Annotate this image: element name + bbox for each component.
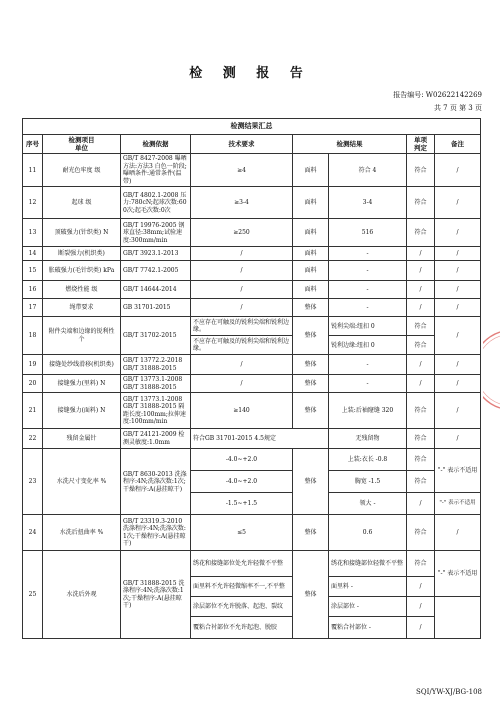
table-cell: 整体 (293, 515, 329, 551)
header-requirement: 技术要求 (191, 135, 293, 154)
table-cell: 顶破强力(针织类) N (43, 219, 121, 247)
table-cell: 21 (23, 393, 43, 429)
table-cell: 符合 (407, 154, 435, 187)
table-cell: / (435, 154, 481, 187)
table-cell: GB/T 13773.1-2008 GB/T 31888-2015 隔距长度:100mm;拉伸速度:100mm/min (121, 393, 191, 429)
table-cell: 3-4 (329, 187, 407, 219)
table-cell: - (329, 281, 407, 299)
table-cell: 无残留物 (329, 429, 407, 449)
header-item: 检测项目 单位 (43, 135, 121, 154)
table-cell: 面料 (293, 154, 329, 187)
table-cell: 符合 (407, 429, 435, 449)
table-cell: 22 (23, 429, 43, 449)
table-row (23, 261, 481, 281)
table-cell: 符合 (407, 471, 435, 493)
table-cell: GB/T 7742.1-2005 (121, 261, 191, 281)
table-cell: / (435, 187, 481, 219)
table-cell: GB/T 24121-2009 检测灵敏度:1.0mm (121, 429, 191, 449)
table-cell: 领大 - (329, 493, 407, 515)
table-cell: 上装:后袖窿缝 320 (329, 393, 407, 429)
table-cell: 水洗后外观 (43, 551, 121, 639)
table-cell: / (407, 261, 435, 281)
table-row (23, 393, 481, 429)
table-cell: 14 (23, 247, 43, 261)
header-no: 序号 (23, 135, 43, 154)
table-cell: 绣花和接缝部位轻微不平整 (329, 551, 407, 577)
table-cell: 耐光色牢度 级 (43, 154, 121, 187)
table-cell: GB/T 13772.2-2018 GB/T 31888-2015 (121, 355, 191, 375)
table-cell: 上装:衣长 -0.8 (329, 449, 407, 471)
table-cell: 符合 (407, 551, 435, 577)
table-cell: ≥250 (191, 219, 293, 247)
table-cell: / (435, 219, 481, 247)
document-code: SQI/YW-XJ/BG-108 (416, 688, 482, 696)
table-cell: 水洗后扭曲率 % (43, 515, 121, 551)
table-cell: 20 (23, 375, 43, 393)
table-cell: / (407, 281, 435, 299)
table-cell: 符合 (407, 515, 435, 551)
table-row (23, 375, 481, 393)
table-row (23, 187, 481, 219)
header-note: 备注 (435, 135, 481, 154)
table-cell: 残留金属针 (43, 429, 121, 449)
table-cell: 15 (23, 261, 43, 281)
table-cell: 整体 (293, 393, 329, 429)
table-cell: 整体 (293, 355, 329, 375)
table-cell: 附件尖端和边缘的锐利性 个 (43, 317, 121, 355)
table-row (23, 281, 481, 299)
table-cell: ≥3-4 (191, 187, 293, 219)
table-row (23, 449, 481, 471)
page-info: 共 7 页 第 3 页 (433, 104, 482, 112)
table-cell: 不应存在可触及的锐利尖端和锐利边缘。 (191, 317, 293, 336)
table-cell: ≥140 (191, 393, 293, 429)
table-cell: 起球 级 (43, 187, 121, 219)
table-cell: 16 (23, 281, 43, 299)
table-cell: 水洗尺寸变化率 % (43, 449, 121, 515)
table-cell: ≥4 (191, 154, 293, 187)
table-cell: GB/T 31702-2015 (121, 317, 191, 355)
table-cell: / (435, 355, 481, 375)
table-row (23, 429, 481, 449)
table-cell: 绳带要求 (43, 299, 121, 317)
seal-stamp-icon (483, 330, 500, 410)
table-cell: - (329, 375, 407, 393)
table-cell (435, 597, 481, 639)
table-row (23, 247, 481, 261)
results-table (22, 118, 481, 639)
table-cell: 面料 (293, 261, 329, 281)
table-cell: GB/T 23319.3-2010 洗涤程序:4N;洗涤次数:1次;干燥程序:A(悬挂晾干) (121, 515, 191, 551)
table-cell: / (407, 617, 435, 639)
table-cell: -4.0~+2.0 (191, 471, 293, 493)
table-cell: / (407, 493, 435, 515)
table-cell: / (191, 299, 293, 317)
table-cell: 12 (23, 187, 43, 219)
report-number: 报告编号: W02622142269 (393, 91, 482, 99)
table-cell: / (435, 317, 481, 355)
table-cell: 接缝处纱线滑移(机织类) (43, 355, 121, 375)
table-cell: / (435, 261, 481, 281)
table-cell: 涂层部位 - (329, 597, 407, 617)
report-title: 检 测 报 告 (189, 66, 311, 81)
table-row (23, 219, 481, 247)
table-cell: GB/T 3923.1-2013 (121, 247, 191, 261)
table-row (23, 355, 481, 375)
table-row (23, 299, 481, 317)
table-cell: / (191, 355, 293, 375)
table-cell: / (407, 577, 435, 597)
table-cell: / (407, 375, 435, 393)
table-cell: 符合 (407, 187, 435, 219)
table-cell: 17 (23, 299, 43, 317)
table-cell: / (191, 281, 293, 299)
table-cell: / (407, 299, 435, 317)
table-cell: GB/T 31888-2015 洗涤程序:4N;洗涤次数:1次;干燥程序:A(悬挂晾干) (121, 551, 191, 639)
header-result: 检测结果 (293, 135, 407, 154)
table-row (23, 515, 481, 551)
table-cell: / (435, 393, 481, 429)
table-cell: 符合 (407, 449, 435, 471)
table-cell: / (435, 281, 481, 299)
table-cell: 符合 (407, 219, 435, 247)
table-cell: - (329, 299, 407, 317)
header-basis: 检测依据 (121, 135, 191, 154)
table-cell: 接缝强力(里料) N (43, 375, 121, 393)
table-cell: -1.5~+1.5 (191, 493, 293, 515)
table-cell: 胸宽 -1.5 (329, 471, 407, 493)
table-cell: / (435, 247, 481, 261)
table-cell: 整体 (293, 299, 329, 317)
table-cell: 整体 (293, 317, 329, 355)
table-cell: GB/T 4802.1-2008 压力:780cN;起球次数:600次;起毛次数:0次 (121, 187, 191, 219)
table-cell: 断裂强力(机织类) (43, 247, 121, 261)
header-judgement: 单项 判定 (407, 135, 435, 154)
table-cell: 11 (23, 154, 43, 187)
table-cell: 整体 (293, 375, 329, 393)
table-cell: 锐利尖端:纽扣 0 (329, 317, 407, 336)
table-cell: - (329, 247, 407, 261)
table-cell: 25 (23, 551, 43, 639)
table-cell: 锐利边缘:纽扣 0 (329, 336, 407, 355)
table-cell: "-" 表示不适用 (435, 449, 481, 493)
table-cell: "-" 表示不适用 (435, 493, 481, 515)
table-cell: / (435, 515, 481, 551)
table-cell: 符合 4 (329, 154, 407, 187)
table-cell: / (407, 355, 435, 375)
table-cell: GB 31701-2015 (121, 299, 191, 317)
table-cell: 符合 (407, 317, 435, 336)
table-cell: 19 (23, 355, 43, 375)
table-cell: - (329, 355, 407, 375)
table-cell: / (191, 375, 293, 393)
table-cell: / (191, 247, 293, 261)
table-cell: 接缝强力(面料) N (43, 393, 121, 429)
table-cell: 面里料不允许轻微缩率不一,不平整 (191, 577, 293, 597)
table-cell: 516 (329, 219, 407, 247)
table-cell: / (435, 429, 481, 449)
table-cell: GB/T 8630-2013 洗涤程序:4N;洗涤次数:1次;干燥程序:A(悬挂晾干) (121, 449, 191, 515)
table-cell: 检测结果汇总 (23, 119, 481, 135)
table-cell: 面料 (293, 187, 329, 219)
table-cell: "-" 表示不适用 (435, 551, 481, 597)
table-cell: GB/T 14644-2014 (121, 281, 191, 299)
table-cell: 13 (23, 219, 43, 247)
table-cell: 覆粘合衬部位不允许起泡、脱胶 (191, 617, 293, 639)
table-cell: -4.0~+2.0 (191, 449, 293, 471)
table-cell: 23 (23, 449, 43, 515)
table-cell: 面料 (293, 281, 329, 299)
table-header (23, 135, 481, 154)
table-cell: / (435, 375, 481, 393)
table-cell: 胀破强力(毛针织类) kPa (43, 261, 121, 281)
table-cell: 18 (23, 317, 43, 355)
table-cell: 整体 (293, 449, 329, 515)
table-cell: 绣花和接缝部位处允许轻微不平整 (191, 551, 293, 577)
table-cell: 面料 (293, 219, 329, 247)
table-cell: GB/T 19976-2005 钢球直径:38mm;试验速度:300mm/min (121, 219, 191, 247)
table-row (23, 551, 481, 577)
table-cell: 0.6 (329, 515, 407, 551)
table-cell: 不应存在可触及的锐利尖端和锐利边缘。 (191, 336, 293, 355)
table-cell: / (407, 247, 435, 261)
table-cell: 面料 (293, 247, 329, 261)
table-cell: GB/T 13773.1-2008 GB/T 31888-2015 (121, 375, 191, 393)
section-header (23, 119, 481, 135)
table-cell: 整体 (293, 551, 329, 639)
table-cell: 符合 (407, 393, 435, 429)
table-cell: ≤5 (191, 515, 293, 551)
table-cell: - (329, 261, 407, 281)
table-cell: / (191, 261, 293, 281)
table-cell: / (407, 597, 435, 617)
table-row (23, 317, 481, 336)
table-cell: GB/T 8427-2008 曝晒方法:方法3 白色一阶段;曝晒条件:通常条件(温带) (121, 154, 191, 187)
table-cell: 面里料 - (329, 577, 407, 597)
table-cell: 24 (23, 515, 43, 551)
table-cell: 覆粘合衬部位 - (329, 617, 407, 639)
table-cell: / (435, 299, 481, 317)
table-row (23, 154, 481, 187)
table-cell: 涂层部位不允许脱落、起泡、裂纹 (191, 597, 293, 617)
table-cell: 符合GB 31701-2015 4.5规定 (191, 429, 329, 449)
table-cell: 燃烧性能 级 (43, 281, 121, 299)
table-cell: 符合 (407, 336, 435, 355)
